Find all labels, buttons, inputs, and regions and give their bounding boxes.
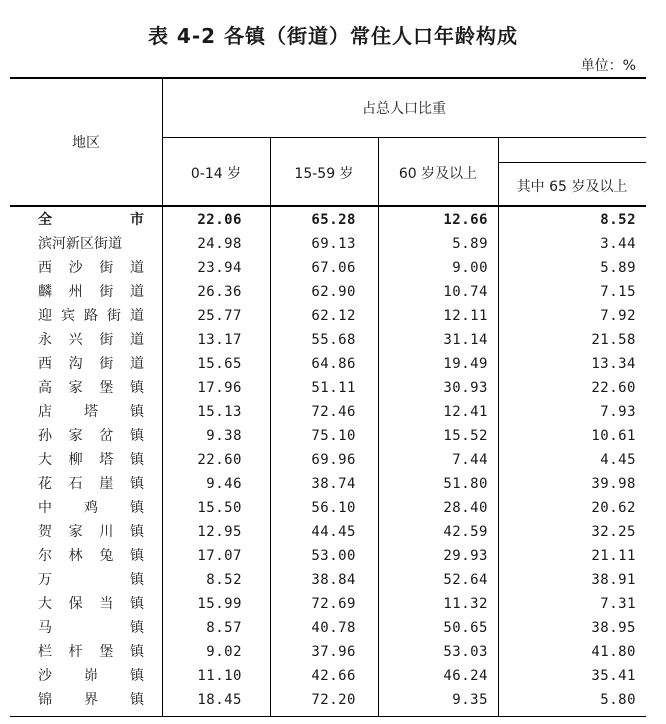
row-value-col3: 10.74 bbox=[443, 284, 488, 300]
row-value-col4: 5.89 bbox=[600, 260, 636, 276]
row-value-col4: 7.93 bbox=[600, 404, 636, 420]
row-value-col3: 46.24 bbox=[443, 668, 488, 684]
row-value-col3: 52.64 bbox=[443, 572, 488, 588]
table-row bbox=[10, 352, 646, 376]
row-value-col4: 7.92 bbox=[600, 308, 636, 324]
row-value-col2: 62.90 bbox=[311, 284, 356, 300]
row-value-col3: 7.44 bbox=[452, 452, 488, 468]
row-value-col4: 35.41 bbox=[591, 668, 636, 684]
row-value-col3: 12.41 bbox=[443, 404, 488, 420]
row-region: 麟州街道 bbox=[38, 284, 144, 300]
row-value-col1: 24.98 bbox=[197, 236, 242, 252]
row-value-col2: 75.10 bbox=[311, 428, 356, 444]
row-value-col2: 64.86 bbox=[311, 356, 356, 372]
row-region: 栏杆堡镇 bbox=[38, 644, 144, 660]
row-value-col2: 51.11 bbox=[311, 380, 356, 396]
row-value-col4: 8.52 bbox=[600, 212, 636, 228]
row-region: 西沙街道 bbox=[38, 260, 144, 276]
row-value-col4: 20.62 bbox=[591, 500, 636, 516]
row-region: 沙峁镇 bbox=[38, 668, 144, 684]
row-value-col1: 9.02 bbox=[206, 644, 242, 660]
row-value-col3: 19.49 bbox=[443, 356, 488, 372]
row-value-col2: 38.84 bbox=[311, 572, 356, 588]
row-value-col1: 25.77 bbox=[197, 308, 242, 324]
table-row bbox=[10, 472, 646, 496]
row-value-col4: 5.80 bbox=[600, 692, 636, 708]
row-value-col1: 22.60 bbox=[197, 452, 242, 468]
table-row bbox=[10, 496, 646, 520]
row-value-col1: 8.52 bbox=[206, 572, 242, 588]
row-value-col1: 17.07 bbox=[197, 548, 242, 564]
row-value-col3: 15.52 bbox=[443, 428, 488, 444]
row-value-col1: 11.10 bbox=[197, 668, 242, 684]
unit-label: 单位：% bbox=[580, 58, 636, 74]
header-group: 占总人口比重 bbox=[362, 101, 446, 117]
table-row bbox=[10, 688, 646, 712]
row-value-col2: 67.06 bbox=[311, 260, 356, 276]
row-value-col3: 9.35 bbox=[452, 692, 488, 708]
row-value-col4: 22.60 bbox=[591, 380, 636, 396]
row-value-col4: 32.25 bbox=[591, 524, 636, 540]
table-row bbox=[10, 640, 646, 664]
row-value-col2: 44.45 bbox=[311, 524, 356, 540]
row-region: 西沟街道 bbox=[38, 356, 144, 372]
row-value-col4: 10.61 bbox=[591, 428, 636, 444]
row-value-col4: 38.95 bbox=[591, 620, 636, 636]
table-row bbox=[10, 616, 646, 640]
row-region: 马镇 bbox=[38, 620, 144, 636]
row-value-col1: 15.65 bbox=[197, 356, 242, 372]
group-header-rule bbox=[162, 137, 646, 138]
row-value-col4: 21.11 bbox=[591, 548, 636, 564]
row-value-col2: 42.66 bbox=[311, 668, 356, 684]
row-region: 大保当镇 bbox=[38, 596, 144, 612]
row-value-col4: 39.98 bbox=[591, 476, 636, 492]
table-row bbox=[10, 520, 646, 544]
table-row bbox=[10, 544, 646, 568]
table-row bbox=[10, 592, 646, 616]
row-value-col2: 69.13 bbox=[311, 236, 356, 252]
row-value-col1: 9.46 bbox=[206, 476, 242, 492]
table-title: 表 4-2 各镇（街道）常住人口年龄构成 bbox=[147, 24, 519, 48]
row-value-col3: 5.89 bbox=[452, 236, 488, 252]
row-region: 永兴街道 bbox=[38, 332, 144, 348]
row-value-col2: 65.28 bbox=[311, 212, 356, 228]
row-value-col3: 29.93 bbox=[443, 548, 488, 564]
row-value-col1: 12.95 bbox=[197, 524, 242, 540]
table-row bbox=[10, 664, 646, 688]
row-value-col4: 13.34 bbox=[591, 356, 636, 372]
row-value-col3: 30.93 bbox=[443, 380, 488, 396]
table-row bbox=[10, 256, 646, 280]
row-value-col1: 18.45 bbox=[197, 692, 242, 708]
row-value-col2: 56.10 bbox=[311, 500, 356, 516]
header-col2: 15-59 岁 bbox=[294, 166, 354, 182]
header-col3: 60 岁及以上 bbox=[398, 166, 478, 182]
row-value-col4: 3.44 bbox=[600, 236, 636, 252]
header-col1: 0-14 岁 bbox=[190, 166, 242, 182]
row-value-col1: 15.99 bbox=[197, 596, 242, 612]
table-row bbox=[10, 568, 646, 592]
row-value-col3: 31.14 bbox=[443, 332, 488, 348]
table-row bbox=[10, 304, 646, 328]
table-row bbox=[10, 376, 646, 400]
row-value-col2: 38.74 bbox=[311, 476, 356, 492]
row-value-col1: 8.57 bbox=[206, 620, 242, 636]
row-value-col3: 42.59 bbox=[443, 524, 488, 540]
row-value-col1: 13.17 bbox=[197, 332, 242, 348]
row-value-col1: 17.96 bbox=[197, 380, 242, 396]
row-value-col2: 62.12 bbox=[311, 308, 356, 324]
row-value-col2: 72.69 bbox=[311, 596, 356, 612]
sub-header-rule bbox=[498, 162, 646, 163]
row-region: 万镇 bbox=[38, 572, 144, 588]
row-region: 大柳塔镇 bbox=[38, 452, 144, 468]
row-value-col1: 22.06 bbox=[197, 212, 242, 228]
row-region: 花石崖镇 bbox=[38, 476, 144, 492]
row-region: 孙家岔镇 bbox=[38, 428, 144, 444]
row-value-col1: 26.36 bbox=[197, 284, 242, 300]
row-value-col2: 69.96 bbox=[311, 452, 356, 468]
row-value-col3: 51.80 bbox=[443, 476, 488, 492]
row-region: 尔林兔镇 bbox=[38, 548, 144, 564]
header-bottom-rule bbox=[10, 205, 646, 207]
row-value-col1: 23.94 bbox=[197, 260, 242, 276]
row-value-col3: 28.40 bbox=[443, 500, 488, 516]
table-row bbox=[10, 448, 646, 472]
row-region: 全 市 bbox=[38, 212, 144, 228]
table-row bbox=[10, 328, 646, 352]
row-region: 高家堡镇 bbox=[38, 380, 144, 396]
row-region: 贺家川镇 bbox=[38, 524, 144, 540]
row-value-col1: 15.50 bbox=[197, 500, 242, 516]
row-value-col3: 12.11 bbox=[443, 308, 488, 324]
table-bottom-rule bbox=[10, 716, 646, 717]
row-value-col3: 50.65 bbox=[443, 620, 488, 636]
row-region: 锦界镇 bbox=[38, 692, 144, 708]
row-value-col2: 72.46 bbox=[311, 404, 356, 420]
row-value-col4: 38.91 bbox=[591, 572, 636, 588]
row-value-col4: 21.58 bbox=[591, 332, 636, 348]
row-region: 迎宾路街道 bbox=[38, 308, 144, 324]
row-value-col2: 53.00 bbox=[311, 548, 356, 564]
row-value-col1: 15.13 bbox=[197, 404, 242, 420]
row-value-col4: 7.15 bbox=[600, 284, 636, 300]
row-value-col4: 7.31 bbox=[600, 596, 636, 612]
header-region: 地区 bbox=[72, 135, 100, 151]
table-row bbox=[10, 208, 646, 232]
table-row bbox=[10, 280, 646, 304]
row-value-col3: 9.00 bbox=[452, 260, 488, 276]
row-value-col3: 53.03 bbox=[443, 644, 488, 660]
row-value-col3: 11.32 bbox=[443, 596, 488, 612]
table-top-rule bbox=[10, 77, 646, 79]
table-row bbox=[10, 232, 646, 256]
row-value-col2: 37.96 bbox=[311, 644, 356, 660]
table-row bbox=[10, 400, 646, 424]
table-row bbox=[10, 424, 646, 448]
row-value-col4: 4.45 bbox=[600, 452, 636, 468]
row-value-col2: 72.20 bbox=[311, 692, 356, 708]
row-region: 店塔镇 bbox=[38, 404, 144, 420]
header-col4: 其中 65 岁及以上 bbox=[516, 179, 628, 195]
row-region: 滨河新区街道 bbox=[38, 236, 122, 252]
row-value-col2: 40.78 bbox=[311, 620, 356, 636]
row-value-col2: 55.68 bbox=[311, 332, 356, 348]
row-value-col4: 41.80 bbox=[591, 644, 636, 660]
row-value-col1: 9.38 bbox=[206, 428, 242, 444]
row-value-col3: 12.66 bbox=[443, 212, 488, 228]
row-region: 中鸡镇 bbox=[38, 500, 144, 516]
